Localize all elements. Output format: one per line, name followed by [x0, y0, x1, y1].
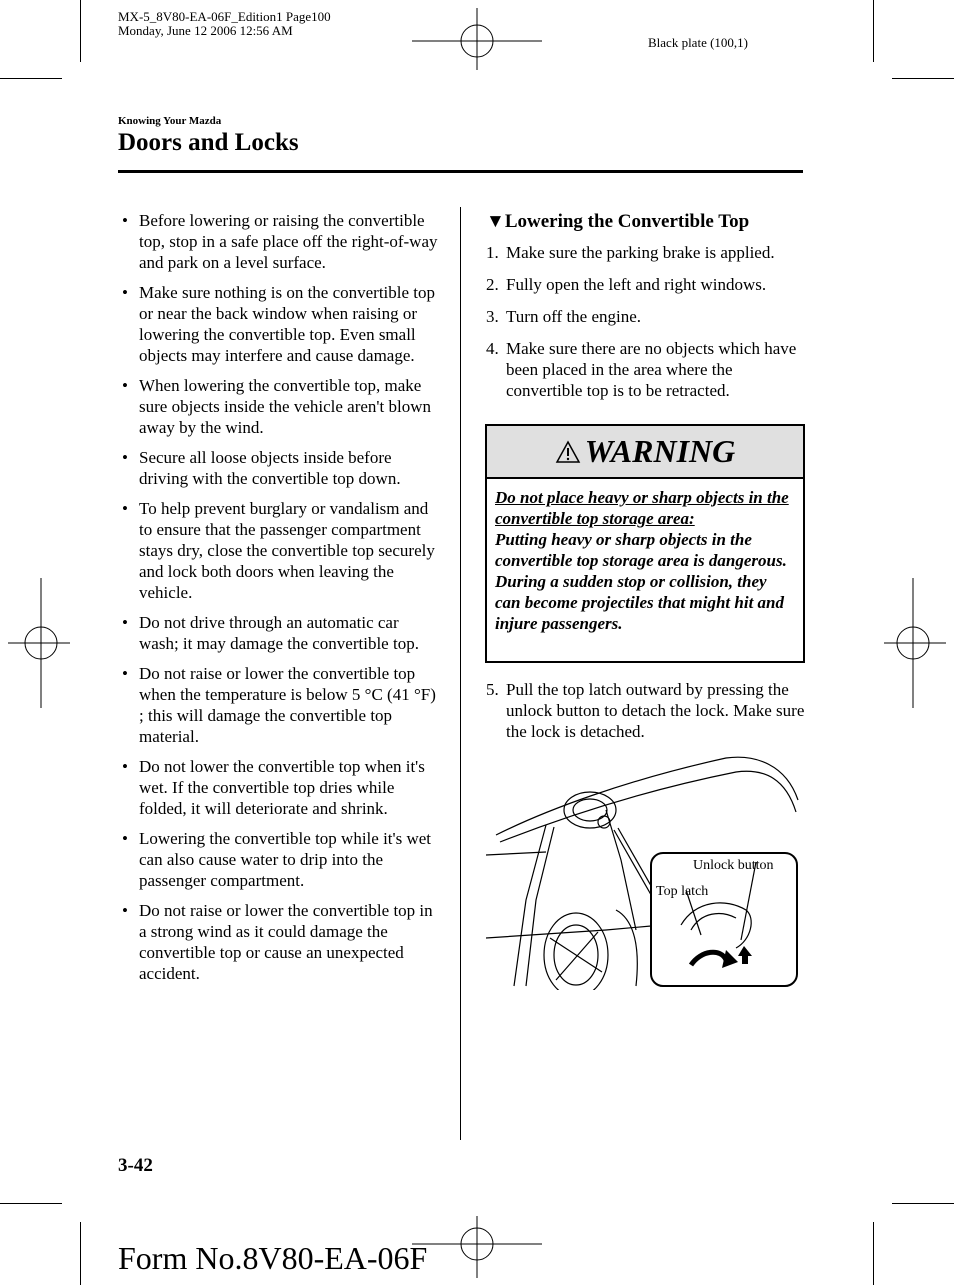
crop-mark: [0, 78, 62, 79]
bullet-icon: •: [122, 376, 128, 395]
warning-title: WARNING: [584, 433, 736, 469]
warning-header: [487, 426, 803, 479]
title-rule: [118, 170, 803, 173]
list-item: • Lowering the convertible top while it's wet can also cause water to drip into the passenger compartment.: [122, 829, 431, 890]
bullet-icon: •: [122, 757, 128, 776]
warning-text: Putting heavy or sharp objects in the convertible top storage area is dangerous.: [495, 530, 787, 570]
crop-mark: [892, 1203, 954, 1204]
unlock-button-label: Unlock button: [693, 858, 774, 873]
list-item: • Do not raise or lower the convertible top in a strong wind as it could damage the convertible top or cause an unexpected accident.: [122, 901, 433, 983]
list-item: • When lowering the convertible top, make sure objects inside the vehicle aren't blown away by the wind.: [122, 376, 431, 437]
crop-mark: [80, 1222, 81, 1285]
registration-mark-icon: [884, 578, 946, 708]
warning-triangle-icon: [555, 440, 581, 464]
procedure-section: [486, 210, 804, 412]
bullet-icon: •: [122, 829, 128, 848]
bullet-icon: •: [122, 901, 128, 920]
warning-body: [487, 479, 803, 634]
page-number: 3-42: [118, 1155, 153, 1176]
warning-box: [485, 424, 805, 663]
list-item: • Before lowering or raising the convertible top, stop in a safe place off the right-of-way and park on a level surface.: [122, 211, 438, 272]
list-item: • Do not raise or lower the convertible top when the temperature is below 5 °C (41 °F) ; this will damage the convertible top material.: [122, 664, 436, 746]
bullet-icon: •: [122, 664, 128, 683]
list-item: • To help prevent burglary or vandalism and to ensure that the passenger compartment stays dry, close the convertible top securely and lock both doors when leaving the vehicle.: [122, 499, 435, 602]
procedure-step: 4. Make sure there are no objects which have been placed in the area where the convertible top is to be retracted.: [486, 339, 797, 400]
warning-heading: Do not place heavy or sharp objects in the convertible top storage area:: [495, 488, 789, 528]
down-triangle-icon: ▼: [486, 211, 505, 232]
crop-mark: [0, 1203, 62, 1204]
procedure-step: 1. Make sure the parking brake is applied.: [486, 243, 775, 262]
list-item: • Do not drive through an automatic car wash; it may damage the convertible top.: [122, 613, 419, 653]
list-item: • Secure all loose objects inside before driving with the convertible top down.: [122, 448, 401, 488]
section-label: Knowing Your Mazda: [118, 115, 222, 127]
top-latch-illustration: [486, 750, 802, 990]
crop-mark: [873, 0, 874, 62]
procedure-step: 2. Fully open the left and right windows.: [486, 275, 767, 294]
subsection-heading: [486, 210, 804, 234]
registration-mark-icon: [412, 8, 542, 70]
warning-text: During a sudden stop or collision, they can become projectiles that might hit and injure passengers.: [495, 572, 784, 633]
list-item: • Make sure nothing is on the convertible top or near the back window when raising or lowering the convertible top. Even small objects may interfere and cause damage.: [122, 283, 436, 365]
procedure-step: 3. Turn off the engine.: [486, 307, 642, 326]
bullet-icon: •: [122, 283, 128, 302]
plate-info: Black plate (100,1): [648, 35, 748, 50]
crop-mark: [892, 78, 954, 79]
date-info: Monday, June 12 2006 12:56 AM: [118, 23, 293, 38]
form-number: Form No.8V80-EA-06F: [118, 1240, 428, 1276]
crop-mark: [873, 1222, 874, 1285]
list-item: • Do not lower the convertible top when it's wet. If the convertible top dries while folded, it will deteriorate and shrink.: [122, 757, 425, 818]
bullet-icon: •: [122, 211, 128, 230]
bullet-icon: •: [122, 613, 128, 632]
procedure-step: 5. Pull the top latch outward by pressing the unlock button to detach the lock. Make sure the lock is detached.: [486, 680, 805, 741]
crop-mark: [80, 0, 81, 62]
page-title: Doors and Locks: [118, 129, 299, 156]
subsection-title: Lowering the Convertible Top: [504, 211, 750, 232]
file-info: MX-5_8V80-EA-06F_Edition1 Page100: [118, 9, 331, 24]
bullet-icon: •: [122, 499, 128, 518]
top-latch-label: Top latch: [656, 884, 709, 899]
registration-mark-icon: [8, 578, 70, 708]
caution-bullet-list: [118, 210, 440, 993]
bullet-icon: •: [122, 448, 128, 467]
registration-mark-icon: [412, 1216, 542, 1278]
column-divider: [460, 207, 461, 1140]
